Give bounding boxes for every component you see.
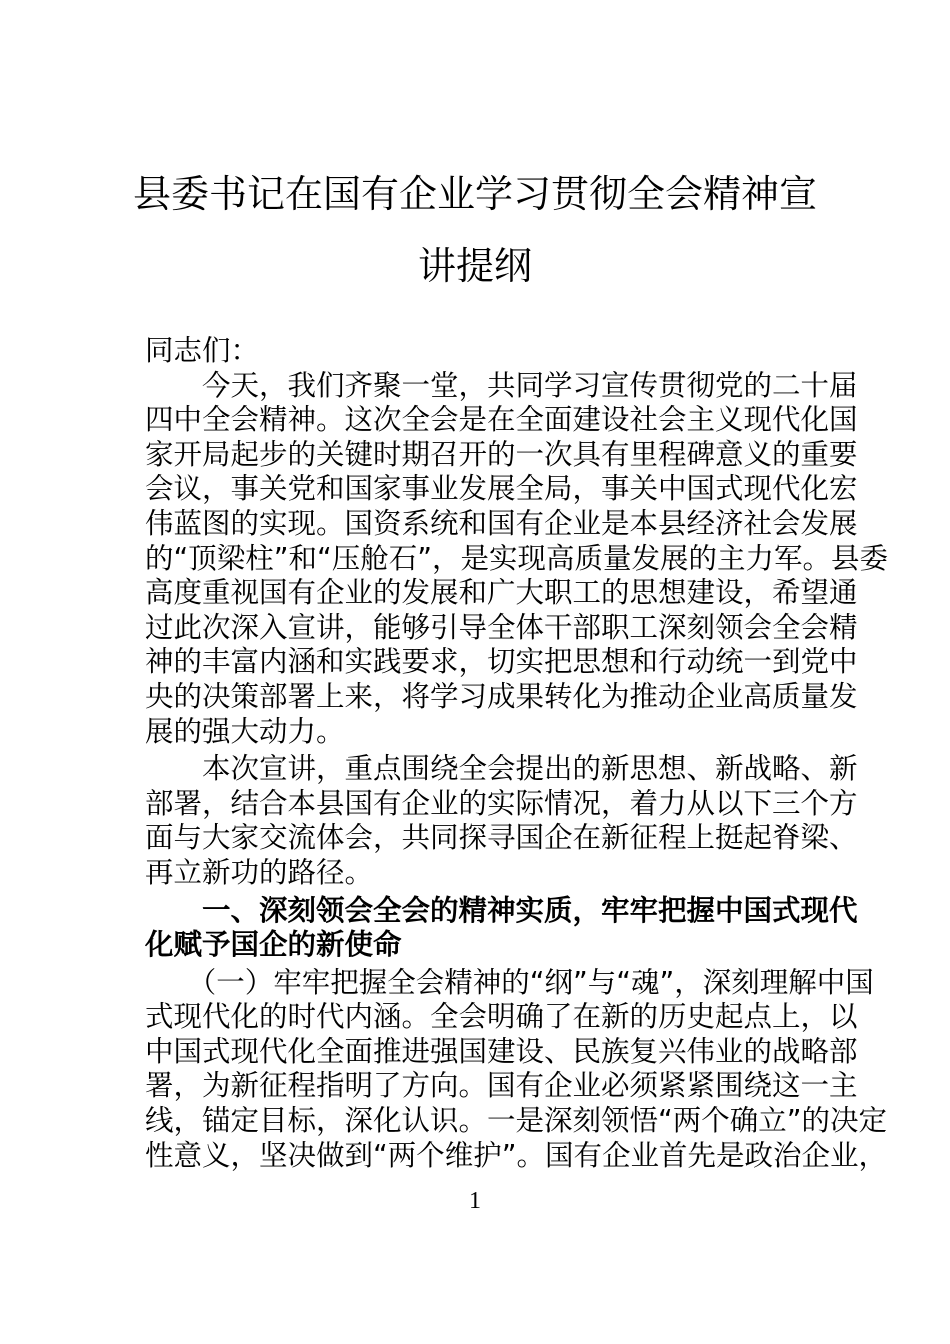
text-line: 神的丰富内涵和实践要求，切实把思想和行动统一到党中 — [145, 645, 858, 679]
text-line: 今天，我们齐聚一堂，共同学习宣传贯彻党的二十届 — [145, 368, 858, 402]
document-body — [145, 334, 889, 1173]
text-line: （一）牢牢把握全会精神的“纲”与“魂”，深刻理解中国 — [145, 965, 874, 999]
text-line: 部署，结合本县国有企业的实际情况，着力从以下三个方 — [145, 786, 858, 820]
text-line: 一、深刻领会全会的精神实质，牢牢把握中国式现代 — [145, 893, 858, 927]
paragraph — [145, 965, 888, 1174]
text-line: 署，为新征程指明了方向。国有企业必须紧紧围绕这一主 — [145, 1069, 858, 1103]
text-line: 性意义，坚决做到“两个维护”。国有企业首先是政治企业， — [145, 1138, 888, 1172]
text-line: 式现代化的时代内涵。全会明确了在新的历史起点上，以 — [145, 1000, 858, 1034]
text-line: 展的强大动力。 — [145, 714, 345, 748]
text-line: 化赋予国企的新使命 — [145, 928, 402, 962]
paragraph — [145, 368, 889, 750]
text-line: 本次宣讲，重点围绕全会提出的新思想、新战略、新 — [145, 752, 858, 786]
title-line: 讲提纲 — [417, 244, 532, 288]
text-line: 会议，事关党和国家事业发展全局，事关中国式现代化宏 — [145, 472, 858, 506]
text-line: 再立新功的路径。 — [145, 855, 374, 889]
text-line: 四中全会精神。这次全会是在全面建设社会主义现代化国 — [145, 403, 858, 437]
paragraph — [145, 752, 858, 890]
text-line: 高度重视国有企业的发展和广大职工的思想建设，希望通 — [145, 576, 858, 610]
text-line: 线，锚定目标，深化认识。一是深刻领悟“两个确立”的决定 — [145, 1104, 888, 1138]
document-title — [0, 158, 950, 302]
salutation: 同志们： — [145, 334, 260, 367]
text-line: 央的决策部署上来，将学习成果转化为推动企业高质量发 — [145, 679, 858, 713]
title-line: 县委书记在国有企业学习贯彻全会精神宣 — [132, 172, 817, 216]
text-line: 的“顶梁柱”和“压舱石”，是实现高质量发展的主力军。县委 — [145, 541, 889, 575]
text-line: 家开局起步的关键时期召开的一次具有里程碑意义的重要 — [145, 437, 858, 471]
page-number: 1 — [469, 1188, 481, 1214]
section-heading — [145, 893, 858, 963]
text-line: 中国式现代化全面推进强国建设、民族复兴伟业的战略部 — [145, 1034, 858, 1068]
text-line: 伟蓝图的实现。国资系统和国有企业是本县经济社会发展 — [145, 506, 858, 540]
text-line: 过此次深入宣讲，能够引导全体干部职工深刻领会全会精 — [145, 610, 858, 644]
text-line: 面与大家交流体会，共同探寻国企在新征程上挺起脊梁、 — [145, 821, 858, 855]
